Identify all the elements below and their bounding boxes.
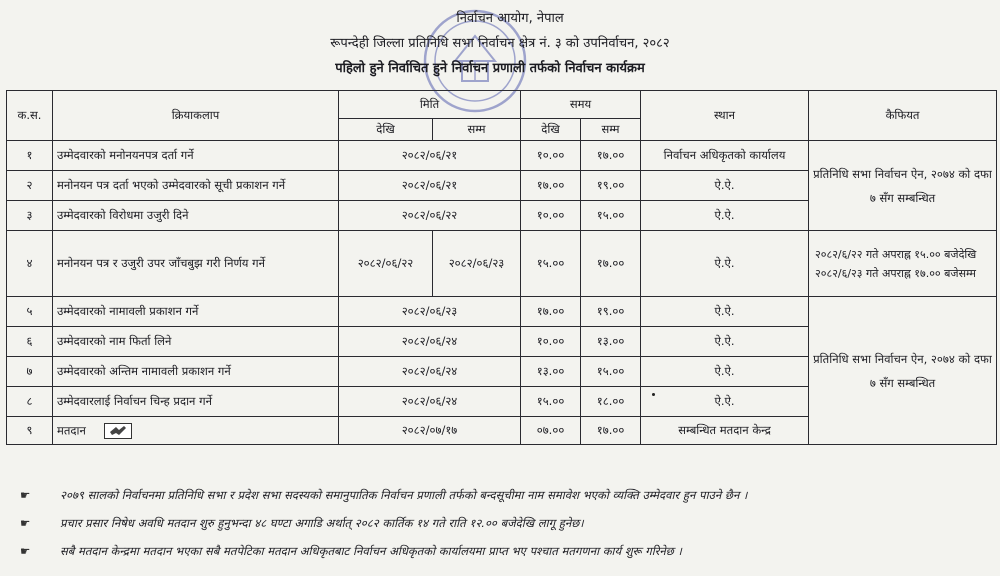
remarks-group-1: प्रतिनिधि सभा निर्वाचन ऐन, २०७४ को दफा ७ सँग सम्बन्धित: [809, 141, 997, 231]
row-activity: मनोनयन पत्र दर्ता भएको उम्मेदवारको सूची प्रकाशन गर्ने: [53, 171, 339, 201]
note-text: सबै मतदान केन्द्रमा मतदान भएका सबै मतपेटिका मतदान अधिकृतबाट निर्वाचन अधिकृतको कार्यालयमा प्राप्त भए पश्चात मतगणना कार्य शुरू गरिनेछ ।: [60, 544, 682, 558]
row-time-to: १३.००: [581, 327, 641, 357]
row-activity: मतदान: [57, 423, 86, 437]
row-time-from: १७.००: [521, 297, 581, 327]
row-date: २०८२/०६/२१: [339, 141, 521, 171]
row-sn: ५: [7, 297, 53, 327]
org-name: निर्वाचन आयोग, नेपाल: [456, 11, 564, 26]
row-sn: ८: [7, 387, 53, 417]
row-time-to: १८.००: [581, 387, 641, 417]
row-place: ऐ.ऐ.: [641, 327, 809, 357]
row-sn: १: [7, 141, 53, 171]
row-date-from: २०८२/०६/२२: [339, 231, 433, 297]
note-text: प्रचार प्रसार निषेध अवधि मतदान शुरु हुनुभन्दा ४८ घण्टा अगाडि अर्थात् २०८२ कार्तिक १४ गते राति १२.०० बजेदेखि लागू हुनेछ।: [60, 516, 584, 530]
row-place: निर्वाचन अधिकृतको कार्यालय: [641, 141, 809, 171]
note-item: [20, 544, 990, 559]
row-date: २०८२/०६/२४: [339, 327, 521, 357]
table-row: [7, 231, 997, 297]
pointing-hand-icon: ☛: [20, 488, 31, 502]
row-place: ऐ.ऐ.: [641, 171, 809, 201]
remarks-row-4: २०८२/६/२२ गते अपराह्न १५.०० बजेदेखि २०८२/६/२३ गते अपराह्न १७.०० बजेसम्म: [809, 231, 997, 297]
col-time: समय: [521, 91, 641, 119]
table-row: [7, 297, 997, 327]
row-time-to: १७.००: [581, 231, 641, 297]
col-sn: क.स.: [7, 91, 53, 141]
row-time-from: १०.००: [521, 327, 581, 357]
row-place: ऐ.ऐ.: [641, 201, 809, 231]
col-time-to: सम्म: [581, 119, 641, 141]
row-time-from: १५.००: [521, 387, 581, 417]
row-date-to: २०८२/०६/२३: [433, 231, 521, 297]
col-date-to: सम्म: [433, 119, 521, 141]
note-item: [20, 516, 990, 531]
row-date: २०८२/०६/२२: [339, 201, 521, 231]
row-time-to: १५.००: [581, 201, 641, 231]
row-sn: ४: [7, 231, 53, 297]
row-date: २०८२/०७/१७: [339, 417, 521, 445]
row-date: २०८२/०६/२४: [339, 387, 521, 417]
row-date: २०८२/०६/२१: [339, 171, 521, 201]
row-activity: उम्मेदवारको मनोनयनपत्र दर्ता गर्ने: [53, 141, 339, 171]
note-text: २०७९ सालको निर्वाचनमा प्रतिनिधि सभा र प्रदेश सभा सदस्यको समानुपातिक निर्वाचन प्रणाली तर्फको बन्दसूचीमा नाम समावेश भएको व्यक्ति उम्मेदवार हुन पाउने छैन ।: [60, 488, 748, 502]
row-time-to: १७.००: [581, 141, 641, 171]
row-time-to: १७.००: [581, 417, 641, 445]
row-place: ऐ.ऐ.: [641, 387, 809, 417]
row-date: २०८२/०६/२३: [339, 297, 521, 327]
row-activity: उम्मेदवारको नामावली प्रकाशन गर्ने: [53, 297, 339, 327]
row-sn: ९: [7, 417, 53, 445]
remarks-group-2: प्रतिनिधि सभा निर्वाचन ऐन, २०७४ को दफा ७ सँग सम्बन्धित: [809, 297, 997, 445]
row-place: ऐ.ऐ.: [641, 357, 809, 387]
row-time-from: १७.००: [521, 171, 581, 201]
table-row: [7, 141, 997, 171]
row-time-to: १५.००: [581, 357, 641, 387]
row-activity: उम्मेदवारको नाम फिर्ता लिने: [53, 327, 339, 357]
row-date: २०८२/०६/२४: [339, 357, 521, 387]
schedule-table: [6, 90, 997, 445]
page-title: पहिलो हुने निर्वाचित हुने निर्वाचन प्रणाली तर्फको निर्वाचन कार्यक्रम: [335, 61, 645, 76]
row-activity-cell: [53, 417, 339, 445]
pointing-hand-icon: ☛: [20, 544, 31, 558]
row-activity: उम्मेदवारलाई निर्वाचन चिन्ह प्रदान गर्ने: [53, 387, 339, 417]
row-time-to: १९.००: [581, 297, 641, 327]
row-time-from: ०७.००: [521, 417, 581, 445]
col-time-from: देखि: [521, 119, 581, 141]
row-activity: उम्मेदवारको अन्तिम नामावली प्रकाशन गर्ने: [53, 357, 339, 387]
row-sn: ६: [7, 327, 53, 357]
pointing-hand-icon: ☛: [20, 516, 31, 530]
row-time-from: १०.००: [521, 201, 581, 231]
header-row: [7, 91, 997, 119]
ballot-vote-icon: [104, 423, 132, 439]
row-place: ऐ.ऐ.: [641, 231, 809, 297]
row-sn: ३: [7, 201, 53, 231]
ink-dot: [652, 393, 655, 396]
col-remarks: कैफियत: [809, 91, 997, 141]
row-place: ऐ.ऐ.: [641, 297, 809, 327]
row-time-from: १५.००: [521, 231, 581, 297]
row-time-to: १९.००: [581, 171, 641, 201]
row-sn: ७: [7, 357, 53, 387]
row-time-from: १०.००: [521, 141, 581, 171]
row-sn: २: [7, 171, 53, 201]
col-place: स्थान: [641, 91, 809, 141]
note-item: [20, 488, 990, 503]
row-place: सम्बन्धित मतदान केन्द्र: [641, 417, 809, 445]
row-time-from: १३.००: [521, 357, 581, 387]
row-activity: मनोनयन पत्र र उजुरी उपर जाँचबुझ गरी निर्णय गर्ने: [53, 231, 339, 297]
col-activity: क्रियाकलाप: [53, 91, 339, 141]
notice-subtitle: रूपन्देही जिल्ला प्रतिनिधि सभा निर्वाचन क्षेत्र नं. ३ को उपनिर्वाचन, २०८२: [330, 36, 670, 51]
col-date: मिति: [339, 91, 521, 119]
row-activity: उम्मेदवारको विरोधमा उजुरी दिने: [53, 201, 339, 231]
col-date-from: देखि: [339, 119, 433, 141]
